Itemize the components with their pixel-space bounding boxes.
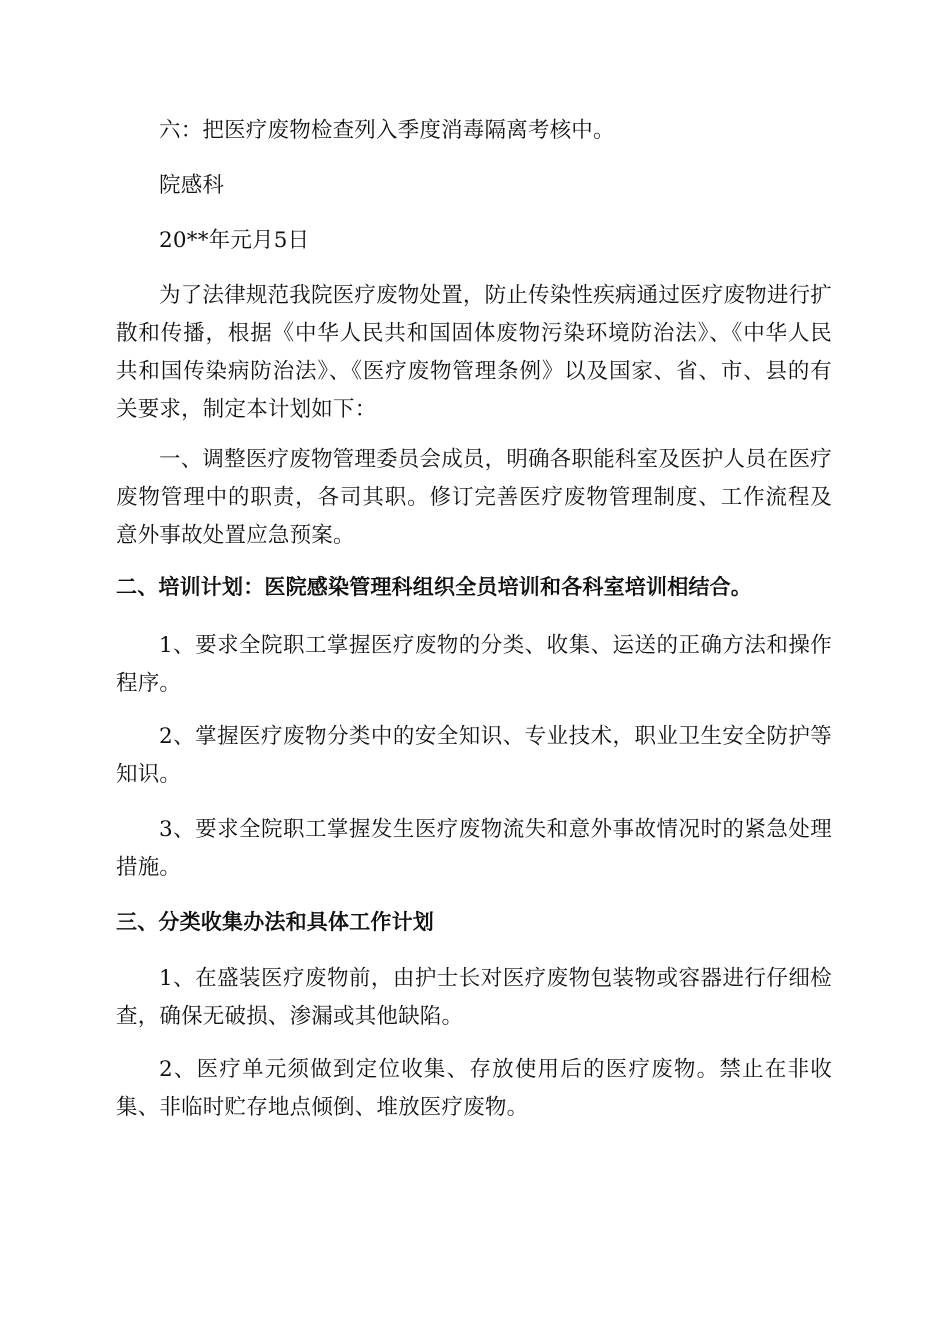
collection-item-1: 1、在盛装医疗废物前，由护士长对医疗废物包装物或容器进行仔细检查，确保无破损、渗漏或其他缺陷。 <box>116 966 832 1029</box>
training-item-2: 2、掌握医疗废物分类中的安全知识、专业技术，职业卫生安全防护等知识。 <box>116 724 832 787</box>
paragraph-item-six: 六：把医疗废物检查列入季度消毒隔离考核中。 <box>159 118 615 143</box>
collection-item-2: 2、医疗单元须做到定位收集、存放使用后的医疗废物。禁止在非收集、非临时贮存地点倾倒、堆放医疗废物。 <box>116 1057 832 1120</box>
intro-paragraph: 为了法律规范我院医疗废物处置，防止传染性疾病通过医疗废物进行扩散和传播，根据《中华人民共和国固体废物污染环境防治法》、《中华人民共和国传染病防治法》、《医疗废物管理条例》以及国家、省、市、县的有关要求，制定本计划如下： <box>116 283 832 422</box>
training-item-1: 1、要求全院职工掌握医疗废物的分类、收集、运送的正确方法和操作程序。 <box>116 633 832 696</box>
document-date: 20**年元月5日 <box>159 228 310 253</box>
section-three-heading: 三、分类收集办法和具体工作计划 <box>116 910 434 934</box>
section-one-paragraph: 一、调整医疗废物管理委员会成员，明确各职能科室及医护人员在医疗废物管理中的职责，各司其职。修订完善医疗废物管理制度、工作流程及意外事故处置应急预案。 <box>116 447 832 548</box>
section-two-heading: 二、培训计划：医院感染管理科组织全员培训和各科室培训相结合。 <box>116 575 752 599</box>
training-item-3: 3、要求全院职工掌握发生医疗废物流失和意外事故情况时的紧急处理措施。 <box>116 817 832 880</box>
department-signature: 院感科 <box>159 173 225 198</box>
